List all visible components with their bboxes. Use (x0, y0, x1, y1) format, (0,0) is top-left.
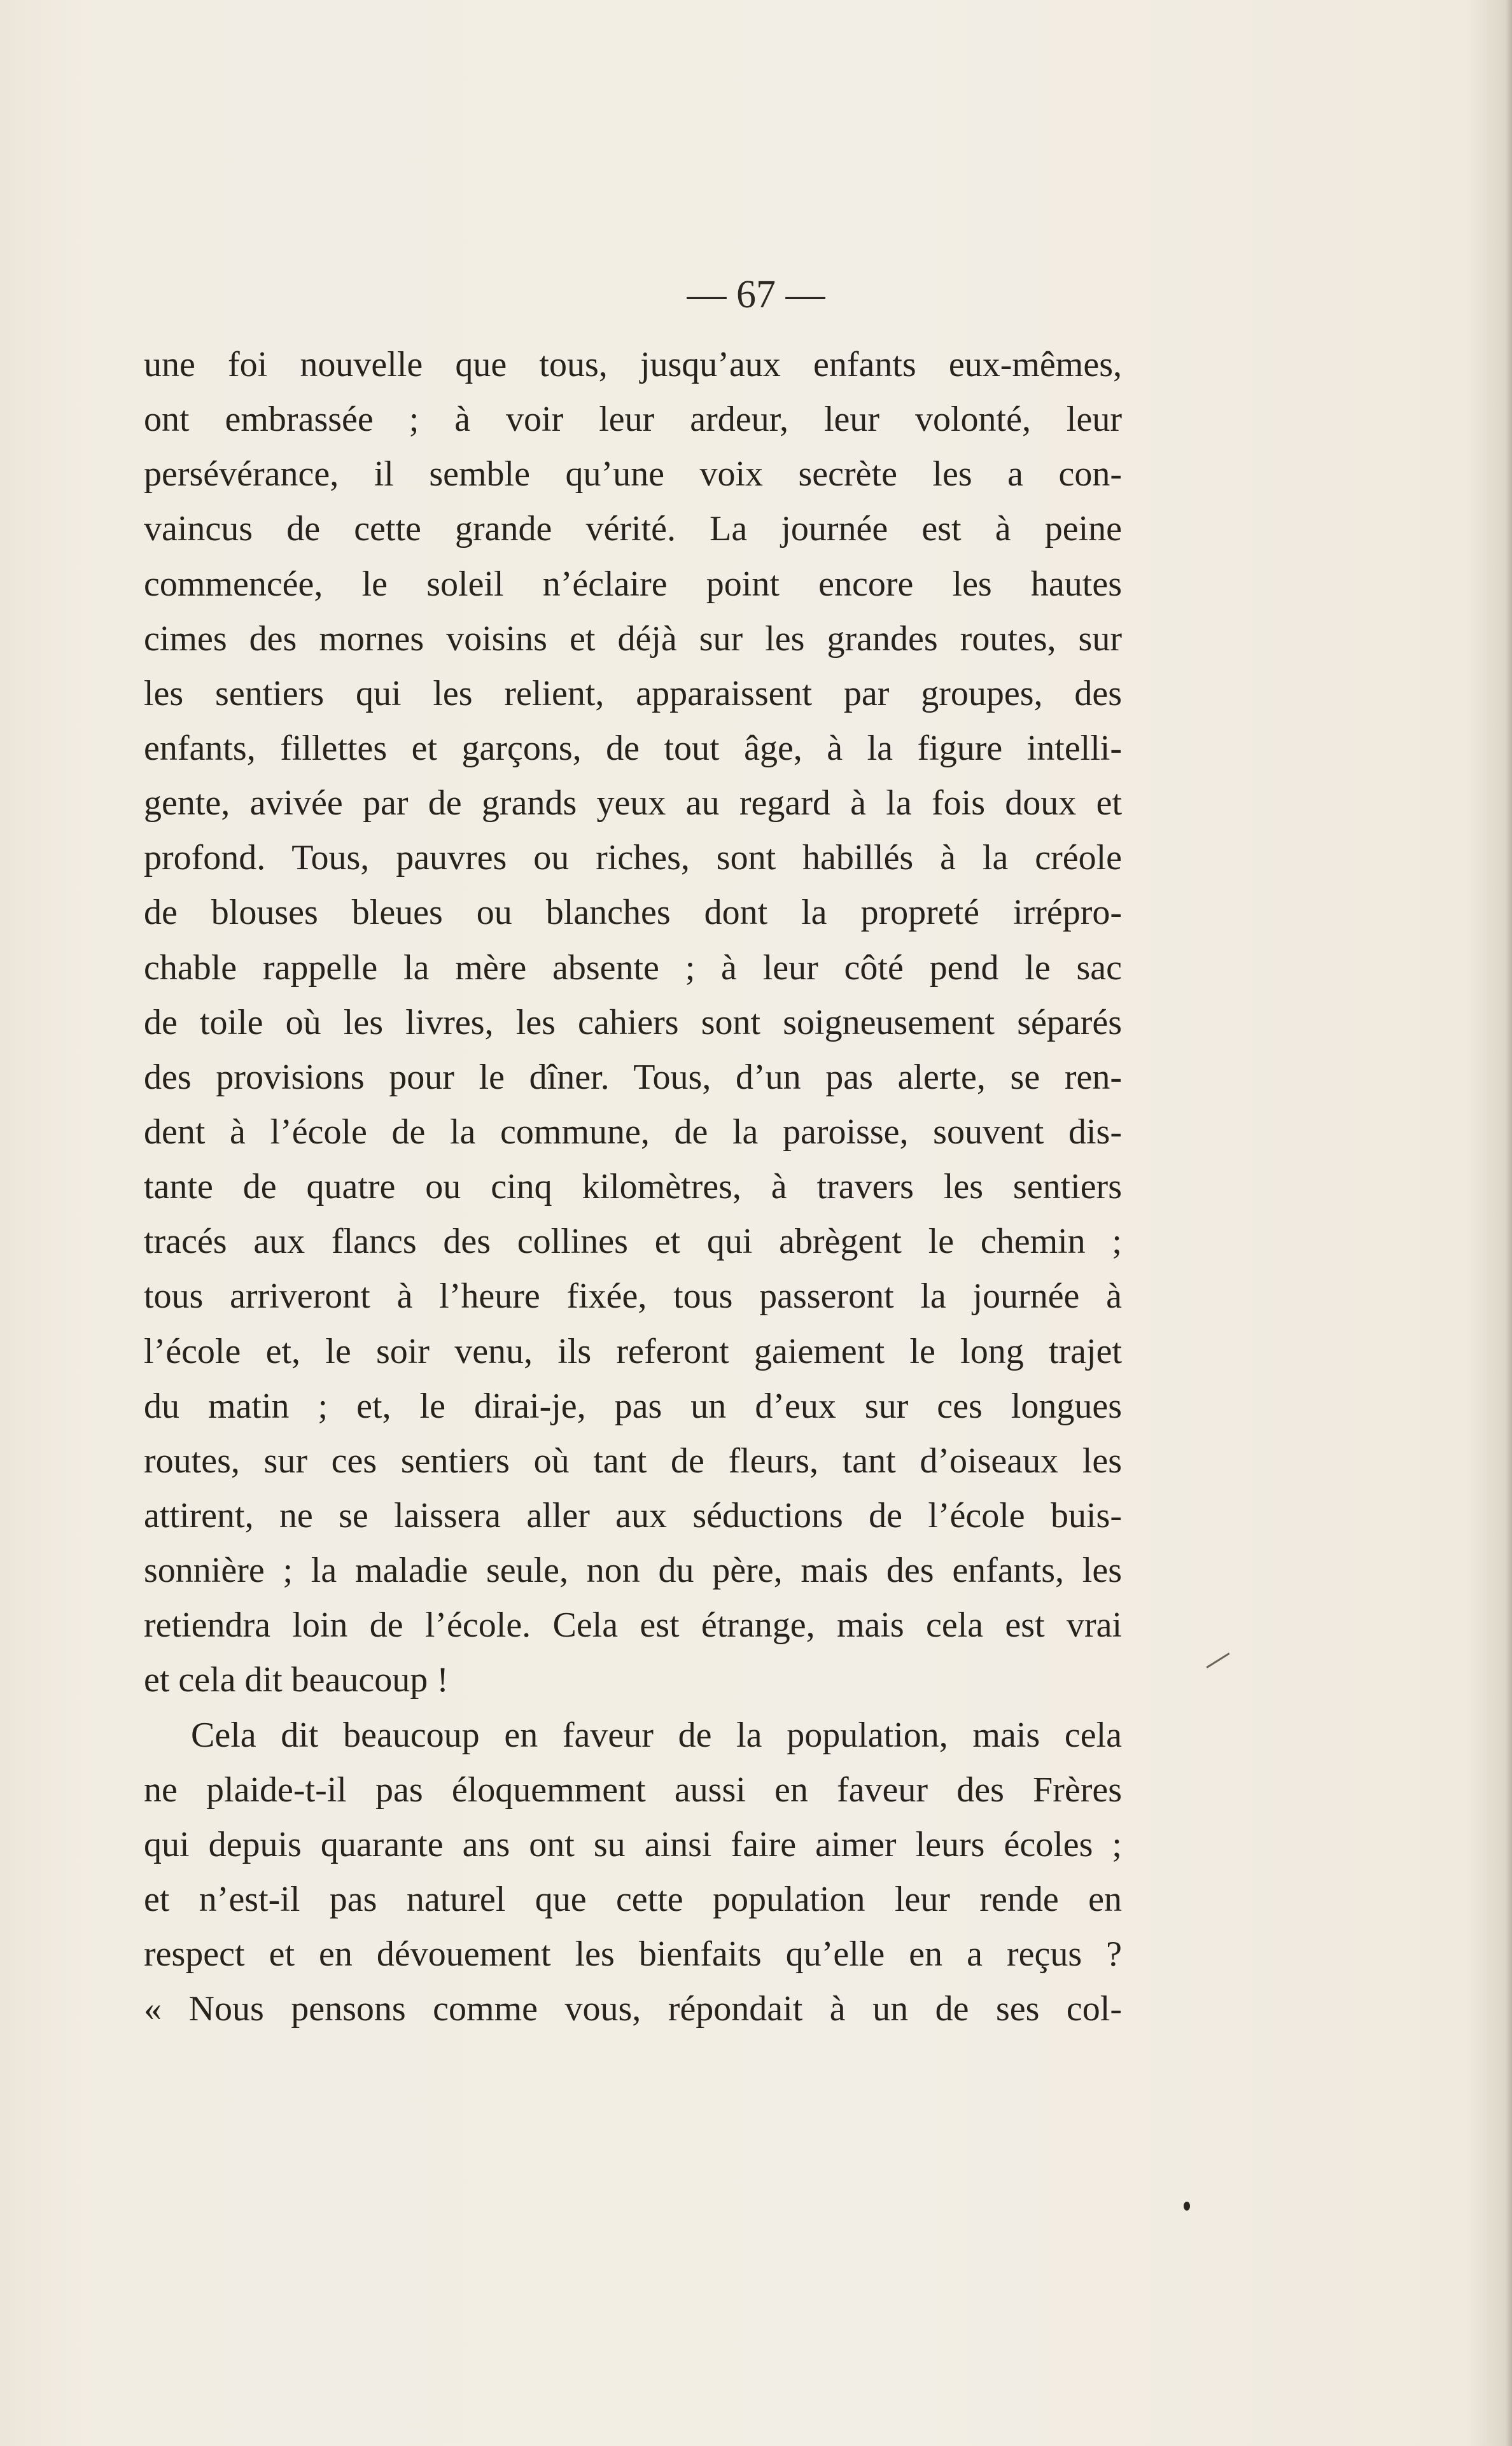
text-line: commencée, le soleil n’éclaire point encore les hautes (144, 564, 1122, 604)
text-line: gente, avivée par de grands yeux au regard à la fois doux et (144, 783, 1122, 823)
ink-speck (1184, 2202, 1190, 2211)
text-line: du matin ; et, le dirai-je, pas un d’eux sur ces longues (144, 1386, 1122, 1426)
body-text (144, 337, 1122, 2036)
text-line: enfants, fillettes et garçons, de tout âge, à la figure intelli- (144, 728, 1122, 768)
text-line: tracés aux flancs des collines et qui abrègent le chemin ; (144, 1222, 1122, 1262)
text-line: retiendra loin de l’école. Cela est étrange, mais cela est vrai (144, 1605, 1122, 1646)
text-line: tous arriveront à l’heure fixée, tous passeront la journée à (144, 1276, 1122, 1317)
text-line: et cela dit beaucoup ! (144, 1660, 449, 1700)
text-line: et n’est-il pas naturel que cette population leur rende en (144, 1879, 1122, 1919)
page-number: — 67 — (687, 273, 825, 316)
text-line: Cela dit beaucoup en faveur de la population, mais cela (191, 1715, 1122, 1755)
text-line: une foi nouvelle que tous, jusqu’aux enfants eux-mêmes, (144, 345, 1122, 384)
text-line: respect et en dévouement les bienfaits qu’elle en a reçus ? (144, 1934, 1122, 1974)
text-line: ont embrassée ; à voir leur ardeur, leur volonté, leur (144, 400, 1122, 440)
text-line: les sentiers qui les relient, apparaissent par groupes, des (144, 673, 1122, 713)
text-line: qui depuis quarante ans ont su ainsi faire aimer leurs écoles ; (144, 1824, 1122, 1864)
text-line: chable rappelle la mère absente ; à leur côté pend le sac (144, 947, 1122, 988)
text-line: tante de quatre ou cinq kilomètres, à travers les sentiers (144, 1167, 1122, 1207)
text-line: des provisions pour le dîner. Tous, d’un pas alerte, se ren- (144, 1057, 1122, 1097)
text-line: « Nous pensons comme vous, répondait à un de ses col- (144, 1989, 1122, 2029)
text-line: attirent, ne se laissera aller aux séductions de l’école buis- (144, 1495, 1122, 1535)
text-line: cimes des mornes voisins et déjà sur les grandes routes, sur (144, 618, 1122, 659)
text-line: dent à l’école de la commune, de la paroisse, souvent dis- (144, 1112, 1122, 1152)
page-edge-shadow (1506, 0, 1512, 2446)
text-line: de blouses bleues ou blanches dont la propreté irrépro- (144, 893, 1122, 933)
text-line: persévérance, il semble qu’une voix secrète les a con- (144, 454, 1122, 494)
text-line: profond. Tous, pauvres ou riches, sont habillés à la créole (144, 838, 1122, 878)
text-line: sonnière ; la maladie seule, non du père, mais des enfants, les (144, 1551, 1122, 1591)
text-line: ne plaide-t-il pas éloquemment aussi en faveur des Frères (144, 1770, 1122, 1810)
text-line: routes, sur ces sentiers où tant de fleurs, tant d’oiseaux les (144, 1441, 1122, 1481)
text-line: de toile où les livres, les cahiers sont soigneusement séparés (144, 1002, 1122, 1042)
text-line: vaincus de cette grande vérité. La journée est à peine (144, 509, 1122, 549)
text-line: l’école et, le soir venu, ils referont gaiement le long trajet (144, 1331, 1122, 1371)
pencil-mark (1206, 1653, 1229, 1668)
